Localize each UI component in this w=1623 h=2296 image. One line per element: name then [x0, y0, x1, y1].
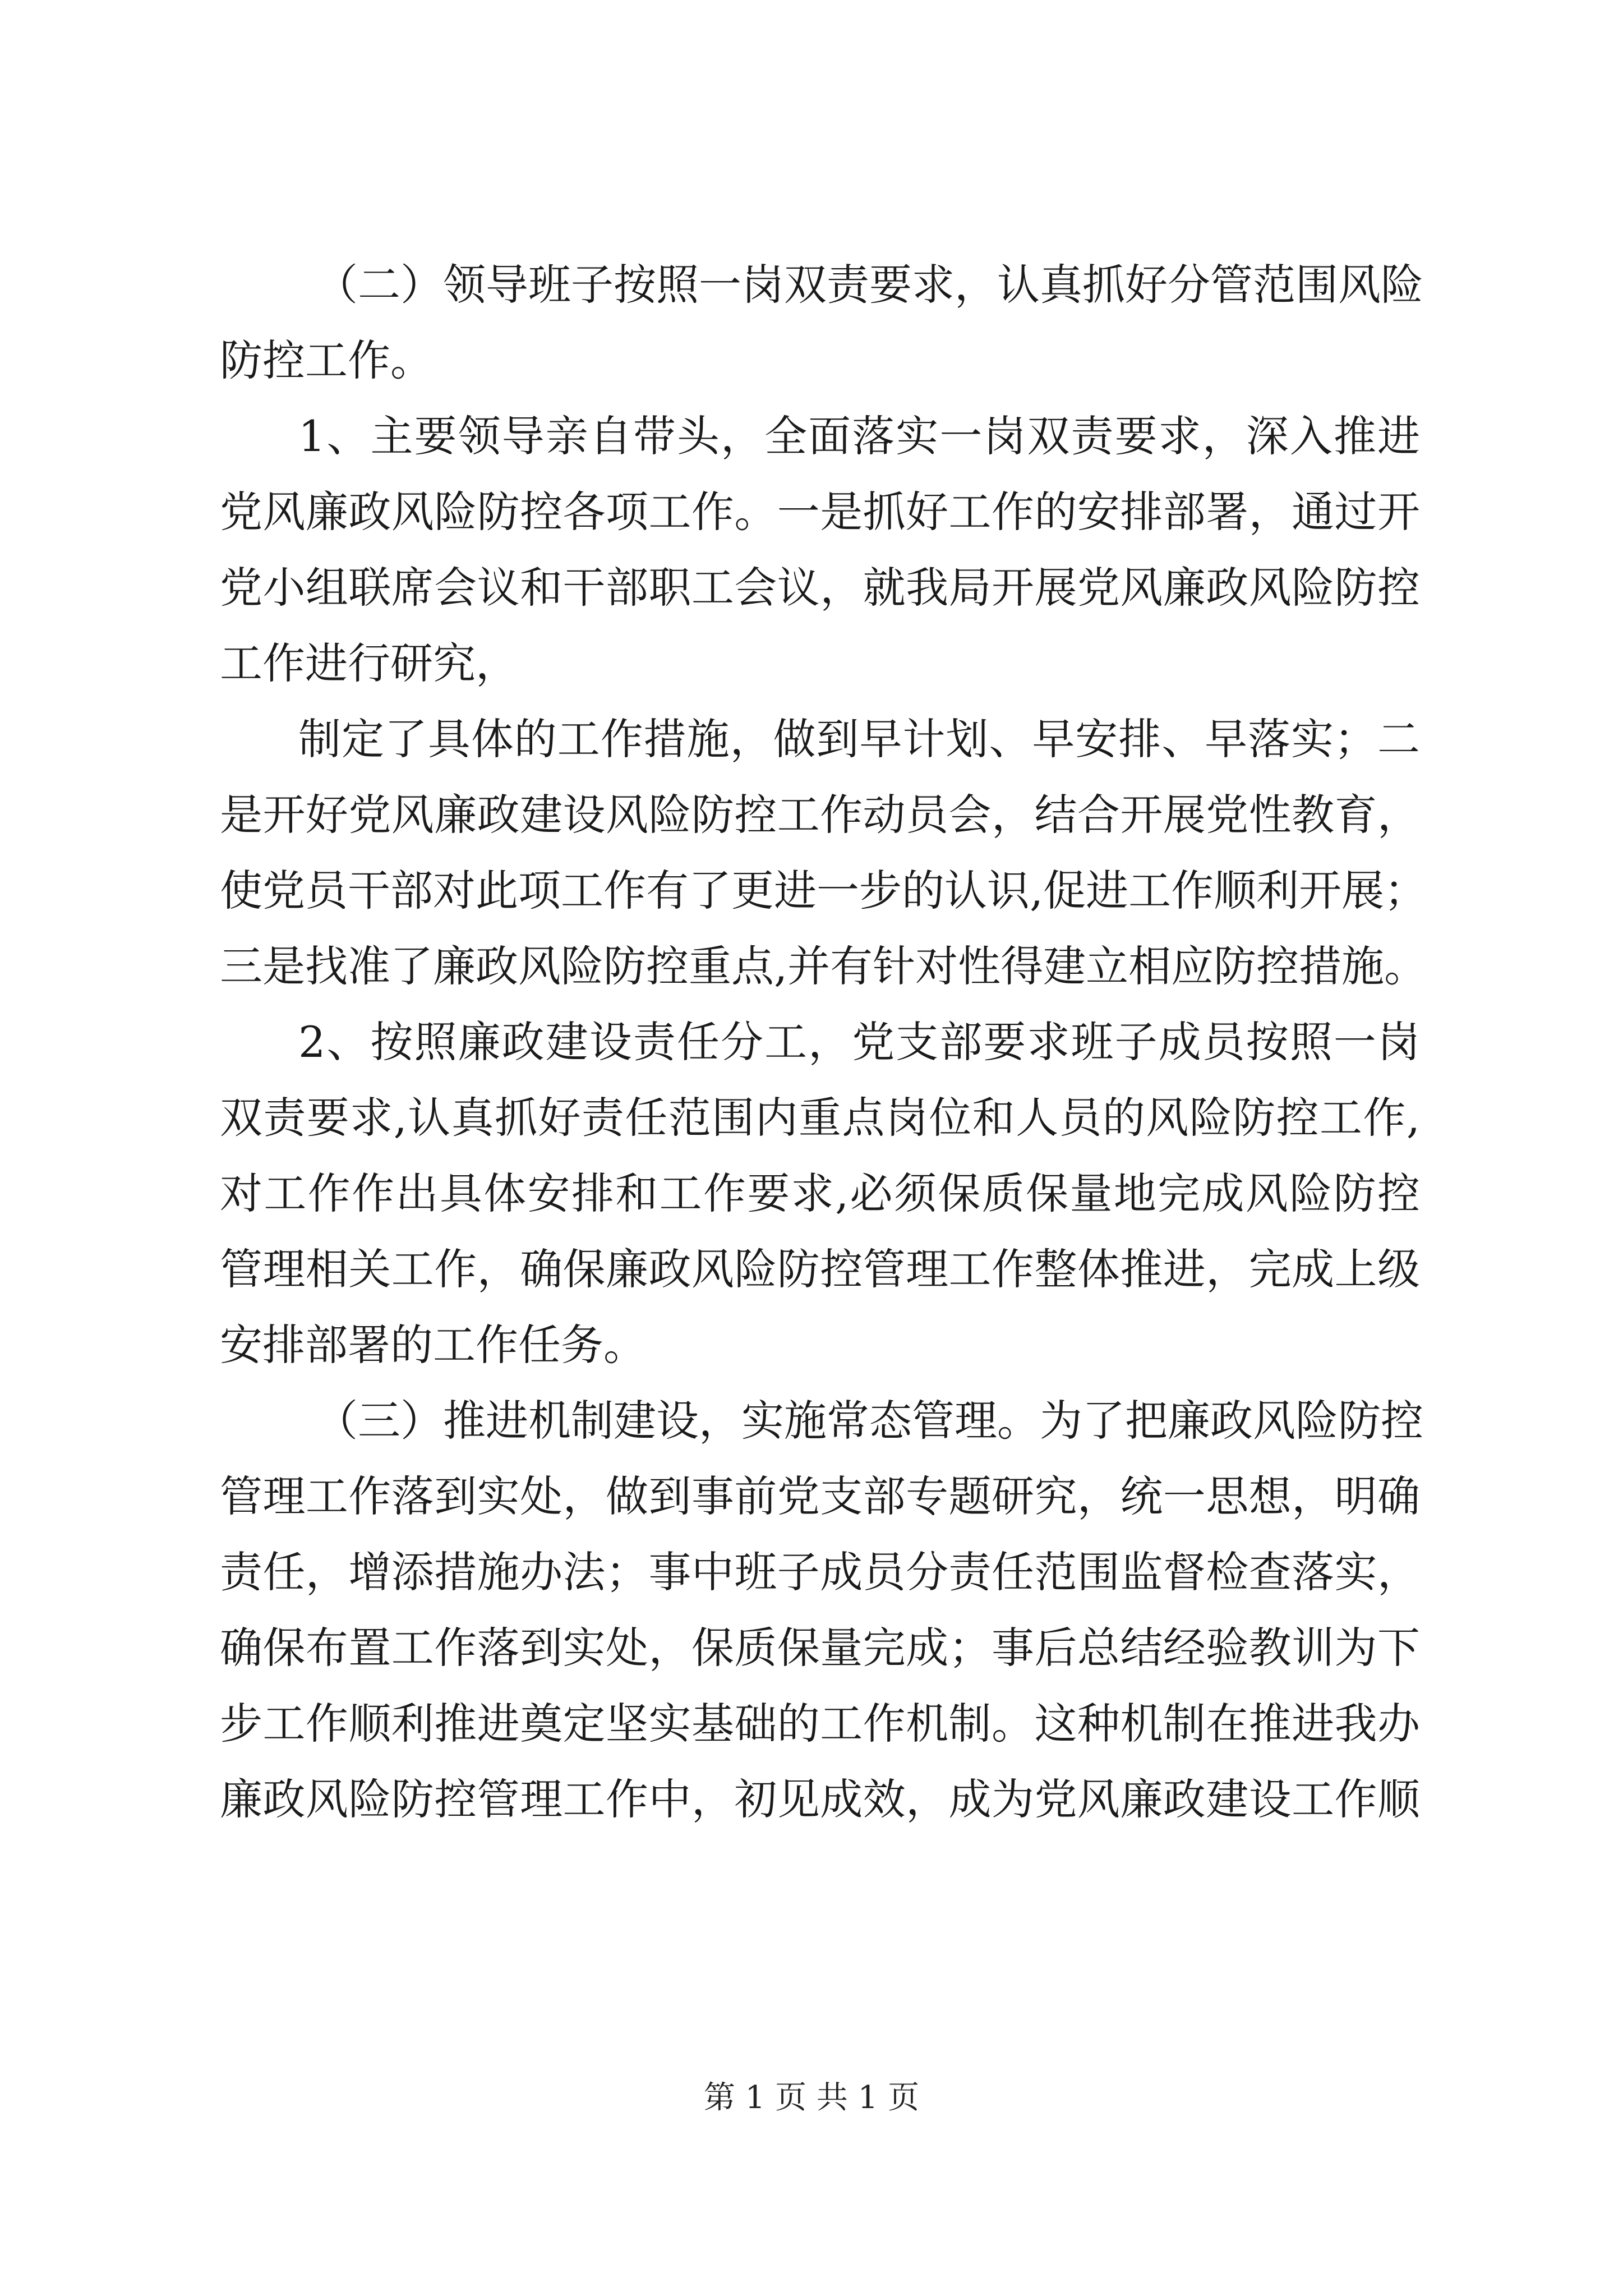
paragraph-line: 廉政风险防控管理工作中，初见成效，成为党风廉政建设工作顺	[220, 1774, 1420, 1824]
paragraph-line: 三是找准了廉政风险防控重点,并有针对性得建立相应防控措施。	[220, 941, 1427, 991]
paragraph-line: 2、按照廉政建设责任分工，党支部要求班子成员按照一岗	[298, 1017, 1420, 1067]
paragraph-line: 工作进行研究，	[220, 638, 518, 688]
paragraph-line: 管理工作落到实处，做到事前党支部专题研究，统一思想，明确	[220, 1471, 1420, 1521]
paragraph-line: 党风廉政风险防控各项工作。一是抓好工作的安排部署，通过开	[220, 487, 1420, 537]
paragraph-line: （二）领导班子按照一岗双责要求，认真抓好分管范围风险	[315, 260, 1423, 310]
paragraph-line: 制定了具体的工作措施，做到早计划、早安排、早落实；二	[298, 714, 1420, 764]
paragraph-line: 双责要求,认真抓好责任范围内重点岗位和人员的风险防控工作,	[220, 1093, 1420, 1143]
paragraph-line: 使党员干部对此项工作有了更进一步的认识,促进工作顺利开展；	[220, 866, 1427, 915]
paragraph-line: 1、主要领导亲自带头，全面落实一岗双责要求，深入推进	[298, 411, 1420, 461]
paragraph-line: 确保布置工作落到实处，保质保量完成；事后总结经验教训为下	[220, 1623, 1420, 1673]
paragraph-line: 安排部署的工作任务。	[220, 1320, 646, 1370]
paragraph-line: 党小组联席会议和干部职工会议，就我局开展党风廉政风险防控	[220, 563, 1420, 613]
document-body	[220, 247, 1427, 1837]
paragraph-line: 责任，增添措施办法；事中班子成员分责任范围监督检查落实，	[220, 1547, 1420, 1597]
paragraph-line: 步工作顺利推进奠定坚实基础的工作机制。这种机制在推进我办	[220, 1699, 1420, 1749]
paragraph-line: （三）推进机制建设，实施常态管理。为了把廉政风险防控	[315, 1396, 1423, 1446]
paragraph-line: 防控工作。	[220, 335, 433, 385]
paragraph-line: 是开好党风廉政建设风险防控工作动员会，结合开展党性教育，	[220, 790, 1420, 840]
paragraph-line: 管理相关工作，确保廉政风险防控管理工作整体推进，完成上级	[220, 1244, 1420, 1294]
page-footer: 第 1 页 共 1 页	[703, 2079, 920, 2116]
paragraph-line: 对工作作出具体安排和工作要求,必须保质保量地完成风险防控	[220, 1168, 1420, 1218]
